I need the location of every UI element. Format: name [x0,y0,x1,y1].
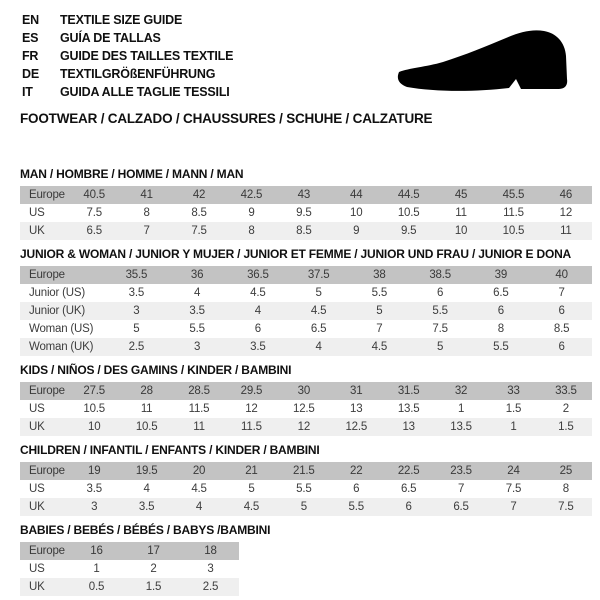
size-cell: 12 [297,421,311,433]
table-title: MAN / HOMBRE / HOMME / MANN / MAN [20,167,244,181]
size-cell: 7 [376,323,383,335]
size-cell: 22 [350,465,363,477]
size-cell: 13.5 [397,403,420,415]
row-label: Europe [29,545,65,557]
size-cell: 6.5 [453,501,469,513]
size-cell: 4 [195,501,203,513]
table-row [20,542,239,560]
size-cell: 28 [140,385,153,397]
size-table-man [20,168,592,240]
size-cell: 7.5 [191,225,207,237]
size-cell: 2.5 [202,581,219,593]
size-cell: 45.5 [502,189,525,201]
size-cell: 10 [454,225,468,237]
language-label: GUÍA DE TALLAS [60,31,161,45]
size-cell: 39 [494,269,508,281]
size-cell: 8.5 [191,207,207,219]
size-cell: 5.5 [348,501,364,513]
size-cell: 31 [350,385,363,397]
language-label: GUIDA ALLE TAGLIE TESSILI [60,85,230,99]
size-cell: 5.5 [432,305,448,317]
size-cell: 12.5 [345,421,368,433]
size-cell: 36 [190,269,204,281]
size-cell: 3 [91,501,98,513]
table-row [20,578,239,596]
size-cell: 21.5 [293,465,315,477]
size-cell: 1.5 [505,403,522,415]
size-cell: 6 [254,323,261,335]
language-code: IT [22,85,33,99]
size-cell: 38.5 [429,269,451,281]
size-cell: 10.5 [135,421,158,433]
size-cell: 12 [559,207,573,219]
size-cell: 6.5 [310,323,327,335]
row-label: US [29,563,45,575]
size-cell: 10.5 [502,225,525,237]
size-cell: 28.5 [188,385,210,397]
size-table [20,266,592,356]
size-cell: 8 [497,323,504,335]
row-label: UK [29,421,45,433]
size-cell: 5 [248,483,255,495]
row-label: Junior (US) [29,287,85,299]
size-cell: 5 [133,323,140,335]
size-cell: 11.5 [241,421,262,433]
size-cell: 29.5 [240,385,263,397]
size-cell: 7.5 [558,501,574,513]
row-label: US [29,403,45,415]
size-cell: 20 [192,465,206,477]
table-title: BABIES / BEBÉS / BÉBÉS / BABYS /BAMBINI [20,523,271,537]
size-cell: 4 [143,483,150,495]
size-cell: 40.5 [83,189,105,201]
size-cell: 8.5 [296,225,312,237]
size-cell: 1 [457,403,465,415]
size-cell: 42.5 [240,189,263,201]
table-row [20,418,592,436]
table-row [20,222,592,240]
size-cell: 46 [559,189,573,201]
size-cell: 13 [350,403,363,415]
table-title: CHILDREN / INFANTIL / ENFANTS / KINDER / BAMBINI [20,443,320,457]
language-code: ES [22,31,39,45]
size-cell: 11 [193,421,205,433]
size-cell: 18 [204,545,217,557]
size-cell: 6 [405,501,412,513]
table-title: KIDS / NIÑOS / DES GAMINS / KINDER / BAMBINI [20,363,292,377]
size-cell: 23.5 [450,465,472,477]
size-cell: 0.5 [88,581,105,593]
size-table-children [20,444,592,516]
size-cell: 3.5 [86,483,102,495]
size-cell: 10 [350,207,363,219]
size-cell: 5.5 [493,341,509,353]
size-cell: 22.5 [397,465,420,477]
size-cell: 9 [248,207,255,219]
size-cell: 37.5 [307,269,330,281]
size-cell: 45 [454,189,468,201]
shoe-icon [393,22,573,96]
size-cell: 6 [497,305,504,317]
size-cell: 10 [88,421,101,433]
size-cell: 1.5 [558,421,574,433]
size-cell: 25 [559,465,573,477]
size-cell: 2 [150,563,157,575]
size-cell: 4.5 [243,501,260,513]
table-row [20,284,592,302]
row-label: US [29,207,45,219]
table-row [20,320,592,338]
size-cell: 3.5 [138,501,155,513]
row-label: UK [29,501,45,513]
size-cell: 6 [558,341,565,353]
size-table [20,186,592,240]
size-cell: 3 [133,305,140,317]
size-cell: 6 [437,287,444,299]
size-cell: 8 [143,207,150,219]
size-cell: 3.5 [250,341,266,353]
size-cell: 5.5 [296,483,312,495]
size-cell: 4 [315,341,322,353]
row-label: Europe [29,269,65,281]
table-row [20,400,592,418]
table-title: JUNIOR & WOMAN / JUNIOR Y MUJER / JUNIOR ET FEMME / JUNIOR UND FRAU / JUNIOR E DONA [20,247,572,261]
size-cell: 19.5 [135,465,158,477]
size-cell: 4.5 [250,287,266,299]
language-row [22,65,233,83]
size-cell: 6.5 [400,483,417,495]
size-cell: 8 [562,483,569,495]
table-row [20,186,592,204]
size-cell: 1 [93,563,100,575]
size-cell: 4 [254,305,261,317]
language-row [22,29,233,47]
size-cell: 8.5 [553,323,570,335]
language-code: EN [22,13,39,27]
row-label: Woman (UK) [29,341,94,353]
size-cell: 31.5 [397,385,420,397]
size-cell: 12 [245,403,258,415]
size-cell: 5.5 [189,323,205,335]
row-label: Junior (UK) [29,305,85,317]
size-cell: 3.5 [128,287,145,299]
size-cell: 5 [437,341,444,353]
size-table [20,382,592,436]
size-cell: 42 [192,189,206,201]
table-row [20,462,592,480]
size-cell: 6.5 [86,225,102,237]
size-cell: 1.5 [145,581,162,593]
size-cell: 3.5 [189,305,205,317]
size-cell: 35.5 [125,269,148,281]
size-cell: 27.5 [83,385,105,397]
size-cell: 6.5 [493,287,509,299]
table-row [20,338,592,356]
size-cell: 13.5 [450,421,472,433]
size-cell: 19 [88,465,101,477]
size-table [20,462,592,516]
size-cell: 7.5 [505,483,522,495]
size-cell: 36.5 [247,269,269,281]
size-cell: 11.5 [503,207,524,219]
size-table-junior-woman [20,248,592,356]
category-title: FOOTWEAR / CALZADO / CHAUSSURES / SCHUHE / CALZATURE [20,111,433,126]
size-cell: 44 [350,189,363,201]
size-cell: 9.5 [296,207,312,219]
size-cell: 43 [297,189,311,201]
size-cell: 5 [315,287,322,299]
row-label: US [29,483,45,495]
size-cell: 3 [207,563,214,575]
size-cell: 11 [560,225,572,237]
table-row [20,204,592,222]
row-label: UK [29,581,45,593]
size-cell: 9.5 [400,225,417,237]
size-cell: 30 [297,385,311,397]
size-cell: 40 [555,269,568,281]
size-cell: 41 [140,189,153,201]
size-tables [20,160,592,596]
language-label: TEXTILGRÖßENFÜHRUNG [60,67,216,81]
size-cell: 33 [507,385,520,397]
size-cell: 8 [248,225,255,237]
size-cell: 4.5 [191,483,207,495]
size-cell: 7 [510,501,517,513]
size-cell: 16 [90,545,103,557]
size-cell: 7 [558,287,565,299]
size-cell: 3 [194,341,201,353]
size-cell: 9 [353,225,360,237]
size-table [20,542,239,596]
table-row [20,480,592,498]
row-label: Europe [29,465,65,477]
table-row [20,266,592,284]
size-cell: 4.5 [371,341,388,353]
table-row [20,498,592,516]
size-cell: 44.5 [397,189,420,201]
language-label: GUIDE DES TAILLES TEXTILE [60,49,234,63]
size-cell: 12.5 [293,403,315,415]
language-list [22,11,233,101]
size-table-kids [20,364,592,436]
size-cell: 4 [194,287,201,299]
size-cell: 1 [510,421,517,433]
size-cell: 33.5 [555,385,577,397]
size-cell: 11.5 [188,403,210,415]
size-cell: 5 [300,501,307,513]
size-cell: 7 [457,483,465,495]
size-cell: 7 [143,225,150,237]
size-cell: 6 [558,305,565,317]
size-cell: 11 [455,207,467,219]
row-label: Woman (US) [29,323,94,335]
language-label: TEXTILE SIZE GUIDE [60,13,183,27]
language-code: FR [22,49,39,63]
size-table-babies [20,524,592,596]
size-cell: 2.5 [128,341,145,353]
size-cell: 11 [140,403,153,415]
row-label: Europe [29,385,65,397]
size-cell: 7.5 [432,323,448,335]
size-cell: 2 [562,403,569,415]
size-cell: 6 [353,483,360,495]
size-cell: 7.5 [86,207,102,219]
size-cell: 32 [454,385,468,397]
size-cell: 10.5 [83,403,105,415]
row-label: UK [29,225,45,237]
size-cell: 17 [147,545,160,557]
row-label: Europe [29,189,65,201]
language-code: DE [22,67,39,81]
table-row [20,302,592,320]
language-row [22,83,233,101]
size-cell: 4.5 [310,305,327,317]
size-cell: 21 [245,465,258,477]
language-row [22,47,233,65]
table-row [20,560,239,578]
size-cell: 5.5 [371,287,388,299]
size-cell: 10.5 [397,207,420,219]
language-row [22,11,233,29]
size-cell: 24 [507,465,520,477]
size-cell: 38 [373,269,386,281]
size-cell: 5 [376,305,383,317]
table-row [20,382,592,400]
size-cell: 13 [402,421,415,433]
